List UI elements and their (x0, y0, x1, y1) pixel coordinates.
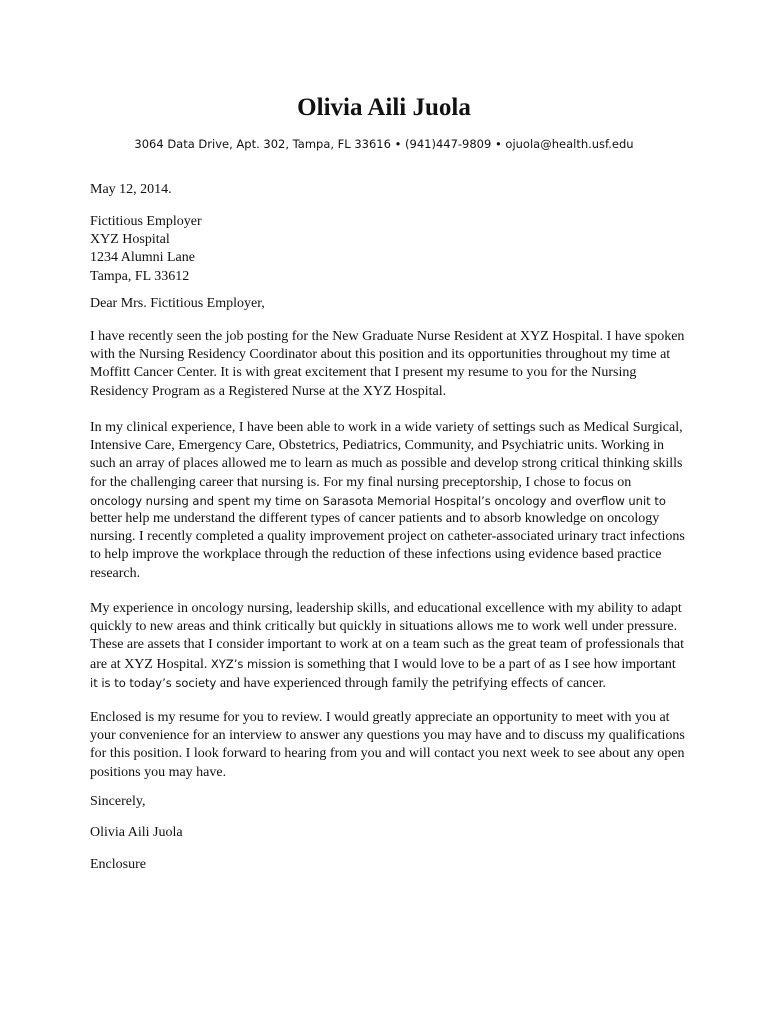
line-segment: are at XYZ Hospital. (90, 656, 211, 672)
recipient-line: XYZ Hospital (90, 232, 170, 248)
paragraph-line: quickly to new areas and think critically but quickly in situations allows me to work well under pressure. (90, 619, 678, 635)
paragraph-line: to help improve the workplace through the reduction of these infections using evidence based practice (90, 547, 662, 563)
paragraph-line: positions you may have. (90, 764, 227, 780)
salutation: Dear Mrs. Fictitious Employer, (90, 296, 265, 311)
sender-name: Olivia Aili Juola (297, 94, 471, 121)
recipient-line: Tampa, FL 33612 (90, 268, 190, 284)
paragraph-line: research. (90, 565, 141, 581)
paragraph-line: your convenience for an interview to answer any questions you may have and to discuss my qualifications (90, 728, 685, 744)
paragraph-line: My experience in oncology nursing, leadership skills, and educational excellence with my ability to adapt (90, 601, 682, 616)
paragraph-line: These are assets that I consider important to work at on a team such as the great team of professionals that (90, 637, 685, 653)
body-paragraph-4 (90, 709, 690, 782)
paragraph-line: Residency Program as a Registered Nurse at the XYZ Hospital. (90, 383, 447, 399)
paragraph-line: better help me understand the different types of cancer patients and to absorb knowledge on oncology (90, 511, 660, 527)
paragraph-line: In my clinical experience, I have been able to work in a wide variety of settings such as Medical Surgical, (90, 420, 683, 435)
recipient-line: Fictitious Employer (90, 214, 202, 229)
body-paragraph-3 (90, 600, 690, 693)
paragraph-line (90, 655, 690, 674)
paragraph-line: Intensive Care, Emergency Care, Obstetrics, Pediatrics, Community, and Psychiatric units. Working in (90, 438, 665, 454)
enclosure-note: Enclosure (90, 857, 146, 872)
paragraph-line: nursing. I recently completed a quality improvement project on catheter-associated urinary tract infections (90, 529, 685, 545)
line-segment: it is to today’s society (90, 675, 217, 690)
paragraph-line: I have recently seen the job posting for the New Graduate Nurse Resident at XYZ Hospital. I have spoken (90, 329, 685, 344)
recipient-address (90, 213, 690, 286)
paragraph-line: for this position. I look forward to hearing from you and will contact you next week to see about any open (90, 746, 685, 762)
paragraph-line: oncology nursing and spent my time on Sarasota Memorial Hospital’s oncology and overflow unit to (90, 493, 666, 508)
sender-contact-line: 3064 Data Drive, Apt. 302, Tampa, FL 33616 • (941)447-9809 • ojuola@health.usf.edu (134, 137, 634, 151)
line-segment: is something that I would love to be a part of as I see how important (290, 656, 676, 672)
body-paragraph-2 (90, 419, 690, 583)
recipient-line: 1234 Alumni Lane (90, 250, 195, 266)
paragraph-line: with the Nursing Residency Coordinator about this position and its opportunities throughout my time at (90, 347, 671, 363)
paragraph-line: Enclosed is my resume for you to review. I would greatly appreciate an opportunity to meet with you at (90, 710, 670, 725)
line-segment: and have experienced through family the petrifying effects of cancer. (216, 675, 606, 691)
paragraph-line: Moffitt Cancer Center. It is with great excitement that I present my resume to you for the Nursing (90, 365, 637, 381)
body-paragraph-1 (90, 328, 690, 401)
paragraph-line (90, 674, 690, 693)
closing: Sincerely, (90, 794, 146, 809)
signature-name: Olivia Aili Juola (90, 825, 183, 840)
line-segment: XYZ’s mission (210, 656, 291, 671)
paragraph-line: for the challenging career that nursing is. For my final nursing preceptorship, I chose to focus on (90, 474, 632, 490)
paragraph-line: such an array of places allowed me to learn as much as possible and develop strong critical thinking skills (90, 456, 683, 472)
letter-date: May 12, 2014. (90, 182, 172, 197)
